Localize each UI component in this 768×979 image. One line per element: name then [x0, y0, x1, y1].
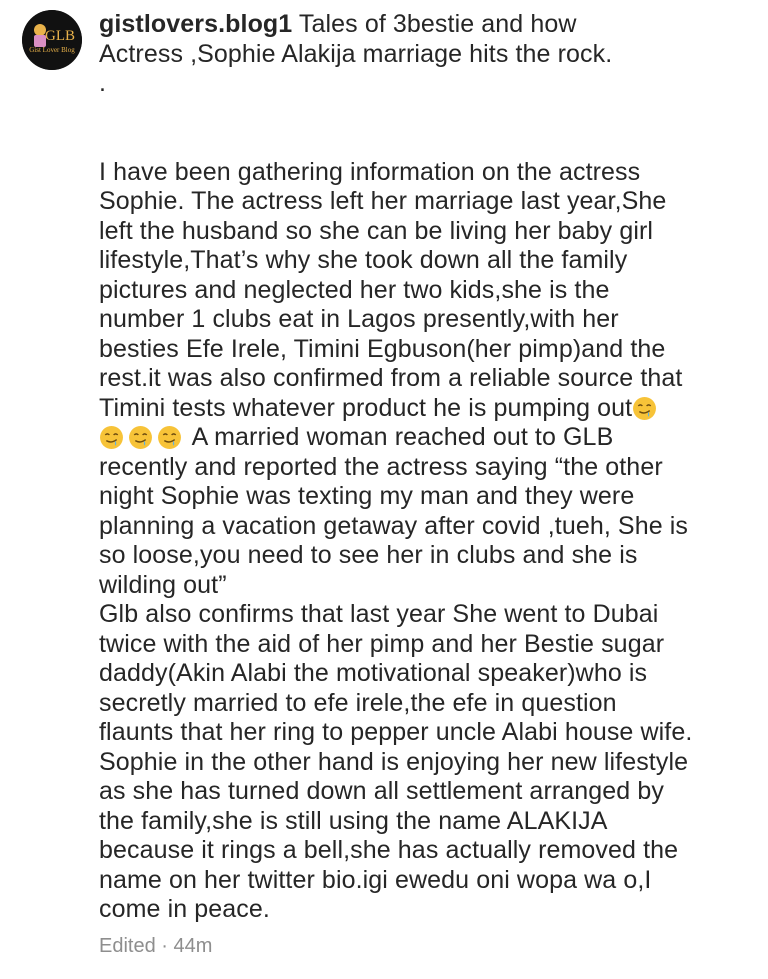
svg-text:GLB: GLB: [45, 28, 75, 44]
paragraph-spacer: [99, 99, 749, 158]
caption-title-line-1: [99, 10, 749, 40]
body-line: because it rings a bell,she has actually removed the: [99, 836, 679, 864]
drooling-face-emoji-icon: [632, 396, 657, 421]
post-caption: [99, 10, 749, 925]
emoji-line: [99, 423, 749, 453]
drooling-face-emoji-icon: [157, 425, 182, 450]
drooling-face-emoji-icon: [99, 425, 124, 450]
body-line: so loose,you need to see her in clubs and she is: [99, 541, 638, 569]
body-line: planning a vacation getaway after covid ,tueh, She is: [99, 511, 689, 540]
body-line: lifestyle,That’s why she took down all the family: [99, 246, 628, 274]
body-line: Sophie. The actress left her marriage last year,She: [99, 187, 667, 215]
body-line: daddy(Akin Alabi the motivational speaker)who is: [99, 659, 648, 687]
title-text-1: Tales of 3bestie and how: [298, 10, 577, 38]
body-line: night Sophie was texting my man and they were: [99, 482, 635, 510]
svg-text:Gist Lover Blog: Gist Lover Blog: [29, 46, 75, 54]
body-line: number 1 clubs eat in Lagos presently,with her: [99, 305, 619, 333]
body-line: name on her twitter bio.igi ewedu oni wopa wa o,I: [99, 865, 652, 894]
body-line-with-emoji: [99, 394, 749, 424]
body-line: twice with the aid of her pimp and her Bestie sugar: [99, 629, 665, 658]
body-line: come in peace.: [99, 895, 270, 923]
body-line: secretly married to efe irele,the efe in question: [99, 688, 617, 717]
body-line: as she has turned down all settlement arranged by: [99, 777, 664, 805]
body-line-text: Timini tests whatever product he is pumping out: [99, 393, 633, 422]
body-line: recently and reported the actress saying “the other: [99, 452, 663, 481]
post-meta-timestamp: Edited · 44m: [99, 935, 213, 957]
body-line: Sophie in the other hand is enjoying her new lifestyle: [99, 747, 689, 776]
body-line: pictures and neglected her two kids,she is the: [99, 275, 610, 304]
body-line: the family,she is still using the name ALAKIJA: [99, 806, 608, 835]
drooling-face-emoji-icon: [128, 425, 153, 450]
emoji-line-text: A married woman reached out to GLB: [186, 423, 614, 451]
caption-dot: .: [99, 69, 107, 97]
blog-logo-icon: [22, 10, 82, 70]
body-line: besties Efe Irele, Timini Egbuson(her pimp)and the: [99, 334, 666, 363]
username-link[interactable]: gistlovers.blog1: [99, 10, 293, 38]
body-line: flaunts that her ring to pepper uncle Alabi house wife.: [99, 718, 693, 746]
body-line: Glb also confirms that last year She went to Dubai: [99, 600, 659, 628]
body-line: I have been gathering information on the actress: [99, 157, 641, 186]
body-line: left the husband so she can be living her baby girl: [99, 216, 654, 245]
post-avatar[interactable]: [22, 10, 82, 70]
body-line: wilding out”: [99, 570, 227, 599]
body-line: rest.it was also confirmed from a reliable source that: [99, 364, 683, 392]
caption-title-line-2: Actress ,Sophie Alakija marriage hits the rock.: [99, 39, 613, 68]
